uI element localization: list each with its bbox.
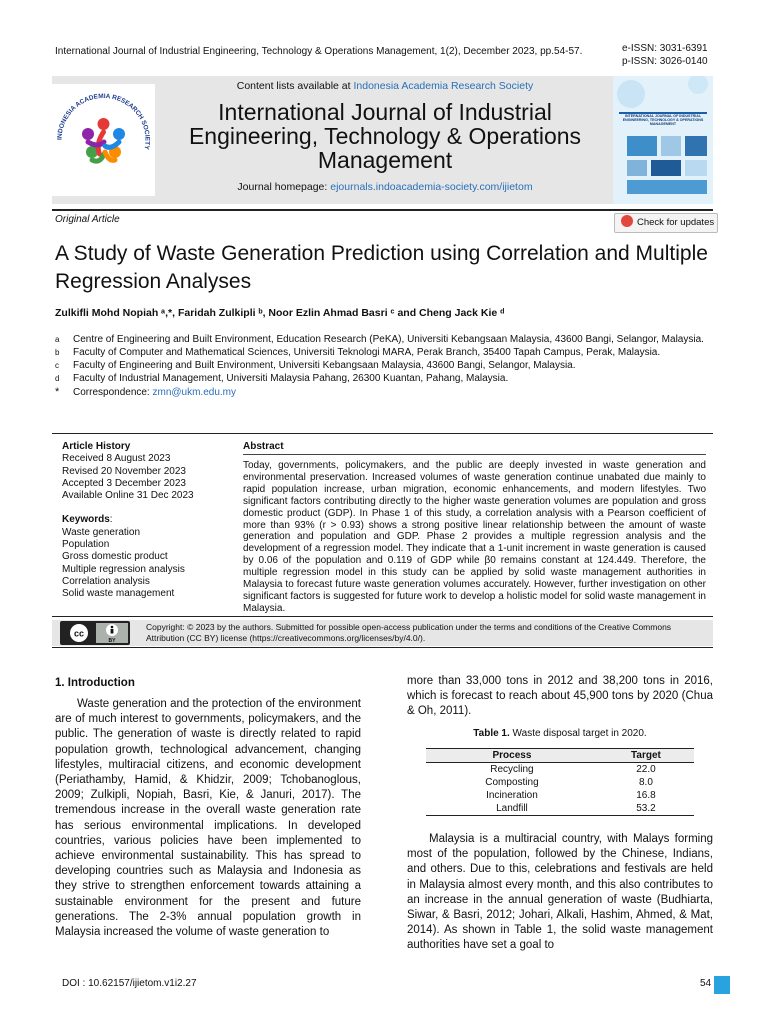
- eissn: e-ISSN: 3031-6391: [622, 43, 708, 54]
- table-row: Incineration 16.8: [486, 790, 656, 801]
- issn-block: [622, 42, 708, 68]
- affiliations: [55, 333, 715, 399]
- table-row: Composting 8.0: [485, 777, 653, 788]
- correspondence: * Correspondence: zmn@ukm.edu.my: [55, 386, 237, 398]
- abstract-text: Today, governments, policymakers, and the public are deeply invested in waste generation and environmental preservation. Increased volumes of waste generation continue unabated due mainly to rapid population increase, urban migration, economic enhancements, and modern lifestyles. Two significant factors contributing directly to the higher waste generation volumes are population and gross domestic product (GDP). In Phase 1 of this study, a correlation analysis with a Pearson coefficient of more than 93% (r > 0.93) shows a strong positive linear relationship between the amount of waste generation and population and GDP. Phase 2 provides a multiple regression analysis and the development of a regression model. They indicate that a 1-unit increment in waste generation is caused by 0.06 of the population and 0.119 of GDP while β0 remains constant at 124.449. Therefore, the multiple regression model in this study can be applied by solid waste management authorities in Malaysia to forecast future waste generation volumes accurately. However, further investigation on other significant factors is suggested for future work to develop a holistic model for solid waste management in Malaysia.: [243, 460, 706, 614]
- history-item: Available Online 31 Dec 2023: [62, 490, 194, 502]
- table-caption: Table 1. Waste disposal target in 2020.: [473, 728, 647, 739]
- society-logo: [52, 84, 155, 196]
- section-rule: [52, 433, 713, 434]
- header-rule: [52, 209, 713, 211]
- page-number: 54: [700, 978, 712, 989]
- check-updates-label: Check for updates: [637, 217, 715, 228]
- page-number-marker: [714, 976, 730, 994]
- affiliation-b: b Faculty of Computer and Mathematical Sciences, Universiti Teknologi MARA, Perak Branch, 35400 Tapah Campus, Perak, Malaysia.: [55, 347, 661, 358]
- right-column-text-top: more than 33,000 tons in 2012 and 38,200 tons in 2016, which is forecast to reach about 45,900 tons by 2020 (Chua & Oh, 2011).: [407, 675, 713, 718]
- affiliation-c: c Faculty of Engineering and Built Environment, Universiti Kebangsaan Malaysia, 43600 Bangi, Selangor, Malaysia.: [55, 360, 576, 371]
- table-header-row: [426, 749, 694, 763]
- keyword-item: Multiple regression analysis: [62, 563, 185, 575]
- history-item: Received 8 August 2023: [62, 453, 171, 465]
- article-info: [62, 441, 232, 601]
- check-updates-icon: [621, 215, 633, 227]
- by-icon: BY: [108, 638, 116, 644]
- table-row: Landfill 53.2: [426, 802, 694, 816]
- abstract-heading: Abstract: [243, 441, 284, 452]
- cover-title: INTERNATIONAL JOURNAL OF INDUSTRIAL ENGINEERING, TECHNOLOGY & OPERATIONS MANAGEMENT: [622, 114, 704, 126]
- section-heading-introduction: 1. Introduction: [55, 677, 135, 689]
- correspondence-email-link[interactable]: zmn@ukm.edu.my: [152, 387, 237, 398]
- keyword-item: Correlation analysis: [62, 575, 150, 587]
- cc-by-badge[interactable]: [60, 621, 130, 645]
- pissn: p-ISSN: 3026-0140: [622, 56, 708, 67]
- affiliation-a: a Centre of Engineering and Built Environment, Education Research (PeKA), Universiti Kebangsaan Malaysia, 43600 Bangi, Selangor, Malaysia.: [55, 334, 704, 345]
- content-availability: Content lists available at Indonesia Academia Research Society: [236, 80, 534, 92]
- table-row: Recycling 22.0: [490, 764, 656, 775]
- journal-cover-image: [613, 76, 713, 204]
- keyword-item: Waste generation: [62, 526, 141, 538]
- author-list: Zulkifli Mohd Nopiah ᵃ,*, Faridah Zulkipli ᵇ, Noor Ezlin Ahmad Basri ᶜ and Cheng Jack Kie ᵈ: [55, 307, 505, 319]
- table-header: Process: [426, 749, 598, 763]
- table-header: Target: [598, 749, 694, 763]
- article-type: Original Article: [55, 214, 120, 225]
- copyright-rule-top: [52, 616, 713, 617]
- history-item: Accepted 3 December 2023: [62, 477, 186, 489]
- society-link[interactable]: Indonesia Academia Research Society: [353, 80, 534, 92]
- journal-homepage: Journal homepage: ejournals.indoacademia-society.com/ijietom: [237, 181, 533, 193]
- history-heading: Article History: [62, 441, 131, 452]
- logo-ring-text: INDONESIA ACADEMIA RESEARCH SOCIETY: [56, 92, 151, 151]
- keyword-item: Solid waste management: [62, 588, 175, 600]
- keyword-item: Population: [62, 539, 110, 551]
- check-updates-button[interactable]: [614, 213, 718, 233]
- journal-title: International Journal of Industrial Engineering, Technology & Operations Management: [188, 99, 582, 173]
- keywords-heading: Keywords:: [62, 514, 113, 526]
- homepage-link[interactable]: ejournals.indoacademia-society.com/ijietom: [330, 181, 533, 193]
- waste-target-table: [426, 748, 694, 816]
- copyright-text: Copyright: © 2023 by the authors. Submitted for possible open-access publication under the terms and conditions of the Creative Commons Attribution (CC BY) license (https://creativecommons.org/licenses/by/4.0/).: [146, 622, 672, 643]
- affiliation-d: d Faculty of Industrial Management, Universiti Malaysia Pahang, 26300 Kuantan, Pahang, Malaysia.: [55, 373, 509, 384]
- abstract-rule: [243, 454, 706, 455]
- keyword-item: Gross domestic product: [62, 551, 168, 563]
- doi: DOI : 10.62157/ijietom.v1i2.27: [62, 978, 197, 989]
- cc-icon: cc: [73, 628, 85, 639]
- copyright-rule-bottom: [52, 647, 713, 648]
- introduction-text: Waste generation and the protection of the environment are of much interest to governments, policymakers, and the public. The generation of waste is directly related to rapid population growth, technological advancement, changing lifestyles, multiracial citizens, and economic development (Periathamby, Hamid, & Khidzir, 2009; Tchobanoglous, 2009; Zulkipli, Nopiah, Basri, Kie, & Januri, 2017). The tremendous increase in the overall waste generation rate has serious environmental implications. In developed countries, various policies have been implemented to achieve environmental sustainability. This has spread to developing countries such as Malaysia and Indonesia as they strive to strengthen enforcement towards attaining a sustainable environment for the present and future generations. The 2-3% annual population growth in Malaysia increased the volume of waste generation to: [55, 698, 361, 939]
- history-item: Revised 20 November 2023: [62, 465, 186, 477]
- right-column-text: Malaysia is a multiracial country, with Malays forming most of the population, followed by the Chinese, Indians, and others. Due to this, celebrations and festivals are held in Malaysia almost every month, and this also contributes to an increase in the annual generation of waste (Budhiarta, Siwar, & Basri, 2012; Johari, Alkali, Hashim, Ahmed, & Mat, 2014). As shown in Table 1, the solid waste management authorities have set a goal to: [407, 833, 713, 952]
- paper-title: A Study of Waste Generation Prediction using Correlation and Multiple Regression Analyses: [55, 242, 708, 293]
- running-header: International Journal of Industrial Engineering, Technology & Operations Management, 1(2), December 2023, pp.54-57.: [55, 46, 583, 57]
